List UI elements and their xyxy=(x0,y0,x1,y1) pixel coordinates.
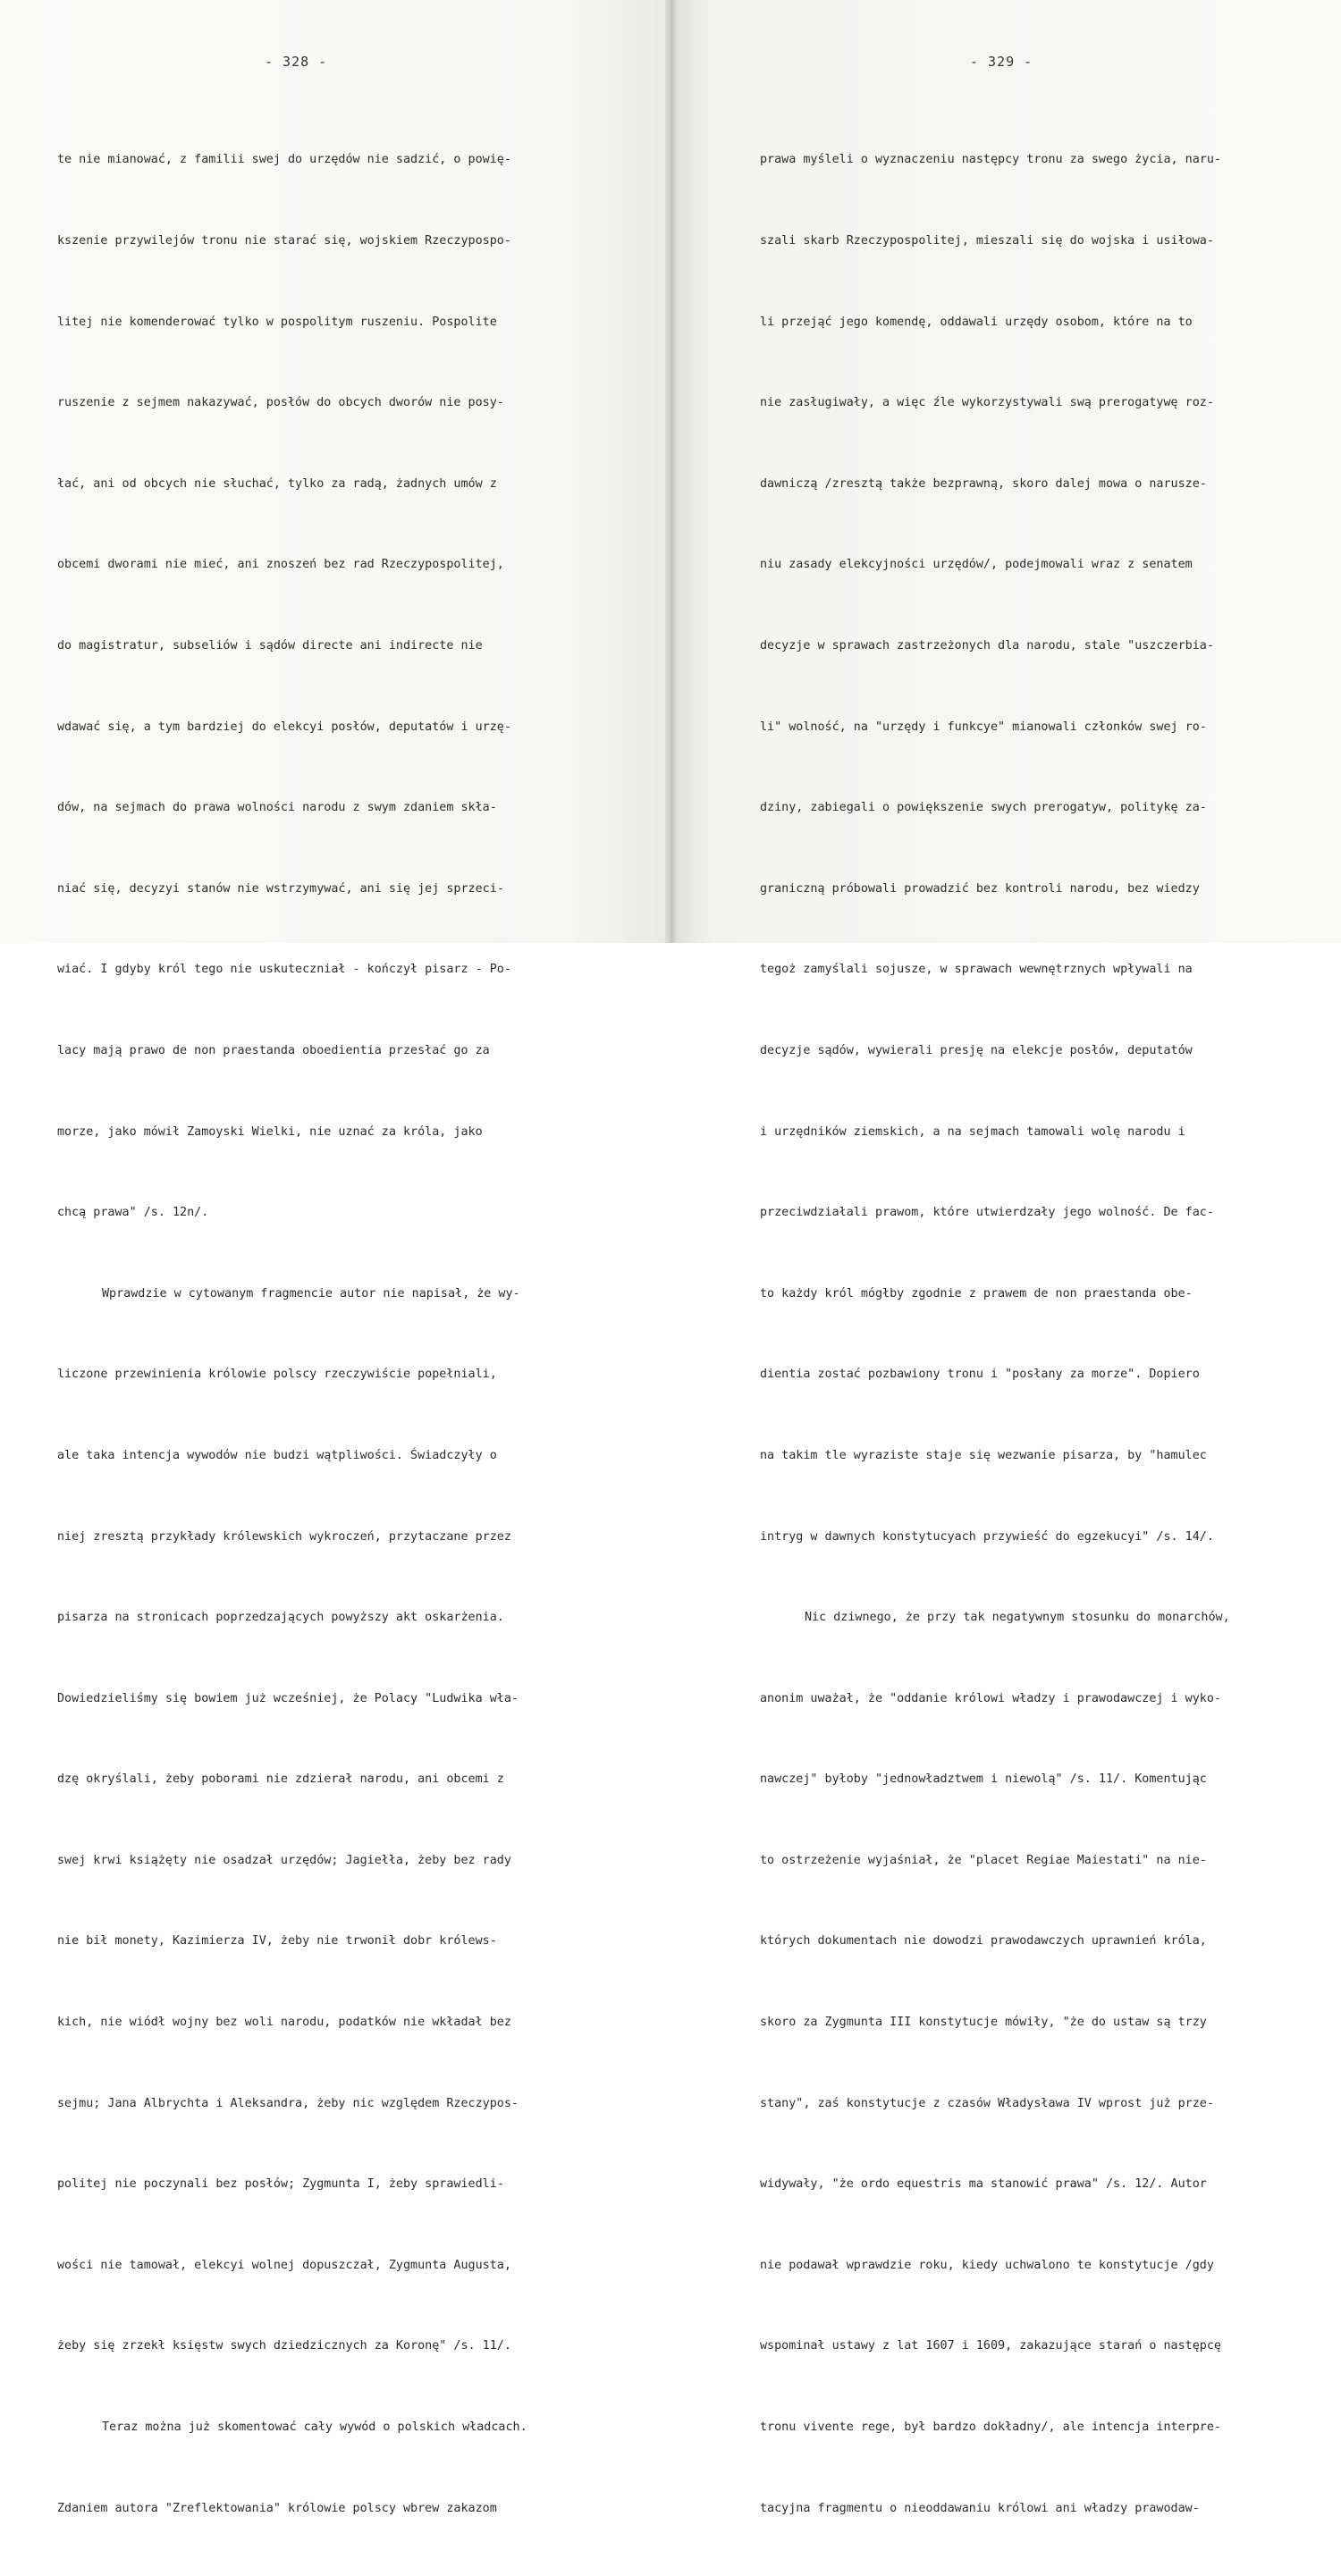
text-line: kich, nie wiódł wojny bez woli narodu, podatków nie wkładał bez xyxy=(57,2016,511,2030)
text-line: których dokumentach nie dowodzi prawodawczych uprawnień króla, xyxy=(760,1934,1207,1949)
text-line: ale taka intencja wywodów nie budzi wątpliwości. Świadczyły o xyxy=(57,1448,497,1462)
text-line: niu zasady elekcyjności urzędów/, podejmowali wraz z senatem xyxy=(760,558,1193,572)
text-line: tegoż zamyślali sojusze, w sprawach wewnętrznych wpływali na xyxy=(760,963,1193,977)
text-line: sejmu; Jana Albrychta i Aleksandra, żeby nic względem Rzeczypos- xyxy=(57,2096,519,2110)
right-page xyxy=(670,0,1341,2515)
text-line: to każdy król mógłby zgodnie z prawem de non praestanda obe- xyxy=(760,1286,1193,1301)
text-line: nie zasługiwały, a więc źle wykorzystywali swą prerogatywę roz- xyxy=(760,396,1214,410)
text-line: i urzędników ziemskich, a na sejmach tamowali wolę narodu i xyxy=(760,1124,1185,1139)
text-line: szali skarb Rzeczypospolitej, mieszali się do wojska i usiłowa- xyxy=(760,234,1214,248)
book-gutter-shadow xyxy=(665,0,676,943)
text-line: dziny, zabiegali o powiększenie swych prerogatyw, politykę za- xyxy=(760,801,1207,815)
text-line: żeby się zrzekł księstw swych dziedzicznych za Koronę" /s. 11/. xyxy=(57,2339,511,2353)
text-line: do magistratur, subseliów i sądów directe ani indirecte nie xyxy=(57,638,483,652)
text-line: litej nie komenderować tylko w pospolitym ruszeniu. Pospolite xyxy=(57,315,497,329)
text-line: graniczną próbowali prowadzić bez kontroli narodu, bez wiedzy xyxy=(760,881,1200,896)
right-page-text xyxy=(760,93,1230,2576)
text-line: nie podawał wprawdzie roku, kiedy uchwalono te konstytucje /gdy xyxy=(760,2258,1214,2272)
text-line: dzę okryślali, żeby poborami nie zdzierał narodu, ani obcemi z xyxy=(57,1772,504,1787)
text-line: politej nie poczynali bez posłów; Zygmunta I, żeby sprawiedli- xyxy=(57,2177,504,2192)
text-line: kszenie przywilejów tronu nie starać się, wojskiem Rzeczypospo- xyxy=(57,234,511,248)
text-line: wiać. I gdyby król tego nie uskuteczniał - kończył pisarz - Po- xyxy=(57,963,511,977)
text-line: stany", zaś konstytucje z czasów Władysława IV wprost już prze- xyxy=(760,2096,1214,2110)
text-line: liczone przewinienia królowie polscy rzeczywiście popełniali, xyxy=(57,1368,497,1382)
text-line: niej zresztą przykłady królewskich wykroczeń, przytaczane przez xyxy=(57,1529,511,1544)
text-line: lacy mają prawo de non praestanda oboedientia przesłać go za xyxy=(57,1043,490,1057)
text-line: swej krwi książęty nie osadzał urzędów; Jagiełła, żeby bez rady xyxy=(57,1853,511,1867)
text-line: nawczej" byłoby "jednowładztwem i niewolą" /s. 11/. Komentując xyxy=(760,1772,1207,1787)
text-line: nie bił monety, Kazimierza IV, żeby nie trwonił dobr królews- xyxy=(57,1934,497,1949)
text-line: tacyjna fragmentu o nieoddawaniu królowi ani władzy prawodaw- xyxy=(760,2501,1200,2515)
text-line: ruszenie z sejmem nakazywać, posłów do obcych dworów nie posy- xyxy=(57,396,504,410)
text-line: dawniczą /zresztą także bezprawną, skoro dalej mowa o narusze- xyxy=(760,476,1207,491)
text-line: pisarza na stronicach poprzedzających powyższy akt oskarżenia. xyxy=(57,1611,504,1625)
text-line: to ostrzeżenie wyjaśniał, że "placet Regiae Maiestati" na nie- xyxy=(760,1853,1207,1867)
text-line: przeciwdziałali prawom, które utwierdzały jego wolność. De fac- xyxy=(760,1206,1214,1220)
text-line: chcą prawa" /s. 12n/. xyxy=(57,1206,209,1220)
text-line: dientia zostać pozbawiony tronu i "posłany za morze". Dopiero xyxy=(760,1368,1200,1382)
text-line: widywały, "że ordo equestris ma stanowić prawa" /s. 12/. Autor xyxy=(760,2177,1207,2192)
left-page-text xyxy=(57,93,527,2576)
text-line: Zdaniem autora "Zreflektowania" królowie polscy wbrew zakazom xyxy=(57,2501,497,2515)
text-line: skoro za Zygmunta III konstytucje mówiły, "że do ustaw są trzy xyxy=(760,2016,1207,2030)
text-line: Wprawdzie w cytowanym fragmencie autor nie napisał, że wy- xyxy=(102,1286,520,1301)
text-line: anonim uważał, że "oddanie królowi władzy i prawodawczej i wyko- xyxy=(760,1691,1221,1705)
text-line: te nie mianować, z familii swej do urzędów nie sadzić, o powię- xyxy=(57,153,511,167)
text-line: wości nie tamował, elekcyi wolnej dopuszczał, Zygmunta Augusta, xyxy=(57,2258,511,2272)
text-line: prawa myśleli o wyznaczeniu następcy tronu za swego życia, naru- xyxy=(760,153,1221,167)
right-page-number: - 329 - xyxy=(970,54,1033,70)
text-line: Dowiedzieliśmy się bowiem już wcześniej, że Polacy "Ludwika wła- xyxy=(57,1691,519,1705)
text-line: intryg w dawnych konstytucyach przywieść do egzekucyi" /s. 14/. xyxy=(760,1529,1214,1544)
text-line: niać się, decyzyi stanów nie wstrzymywać, ani się jej sprzeci- xyxy=(57,881,504,896)
text-line: wspominał ustawy z lat 1607 i 1609, zakazujące starań o następcę xyxy=(760,2339,1221,2353)
text-line: wdawać się, a tym bardziej do elekcyi posłów, deputatów i urzę- xyxy=(57,720,511,734)
text-line: tronu vivente rege, był bardzo dokładny/, ale intencja interpre- xyxy=(760,2420,1221,2435)
left-page xyxy=(0,0,670,2515)
text-line: decyzje w sprawach zastrzeżonych dla narodu, stale "uszczerbia- xyxy=(760,638,1214,652)
text-line: li" wolność, na "urzędy i funkcye" mianowali członków swej ro- xyxy=(760,720,1207,734)
text-line: morze, jako mówił Zamoyski Wielki, nie uznać za króla, jako xyxy=(57,1124,483,1139)
text-line: obcemi dworami nie mieć, ani znoszeń bez rad Rzeczypospolitej, xyxy=(57,558,504,572)
text-line: decyzje sądów, wywierali presję na elekcje posłów, deputatów xyxy=(760,1043,1193,1057)
text-line: li przejąć jego komendę, oddawali urzędy osobom, które na to xyxy=(760,315,1193,329)
text-line: na takim tle wyraziste staje się wezwanie pisarza, by "hamulec xyxy=(760,1448,1207,1462)
text-line: łać, ani od obcych nie słuchać, tylko za radą, żadnych umów z xyxy=(57,476,497,491)
text-line: Nic dziwnego, że przy tak negatywnym stosunku do monarchów, xyxy=(805,1611,1230,1625)
text-line: dów, na sejmach do prawa wolności narodu z swym zdaniem skła- xyxy=(57,801,497,815)
left-page-number: - 328 - xyxy=(265,54,328,70)
text-line: Teraz można już skomentować cały wywód o polskich władcach. xyxy=(102,2420,527,2435)
